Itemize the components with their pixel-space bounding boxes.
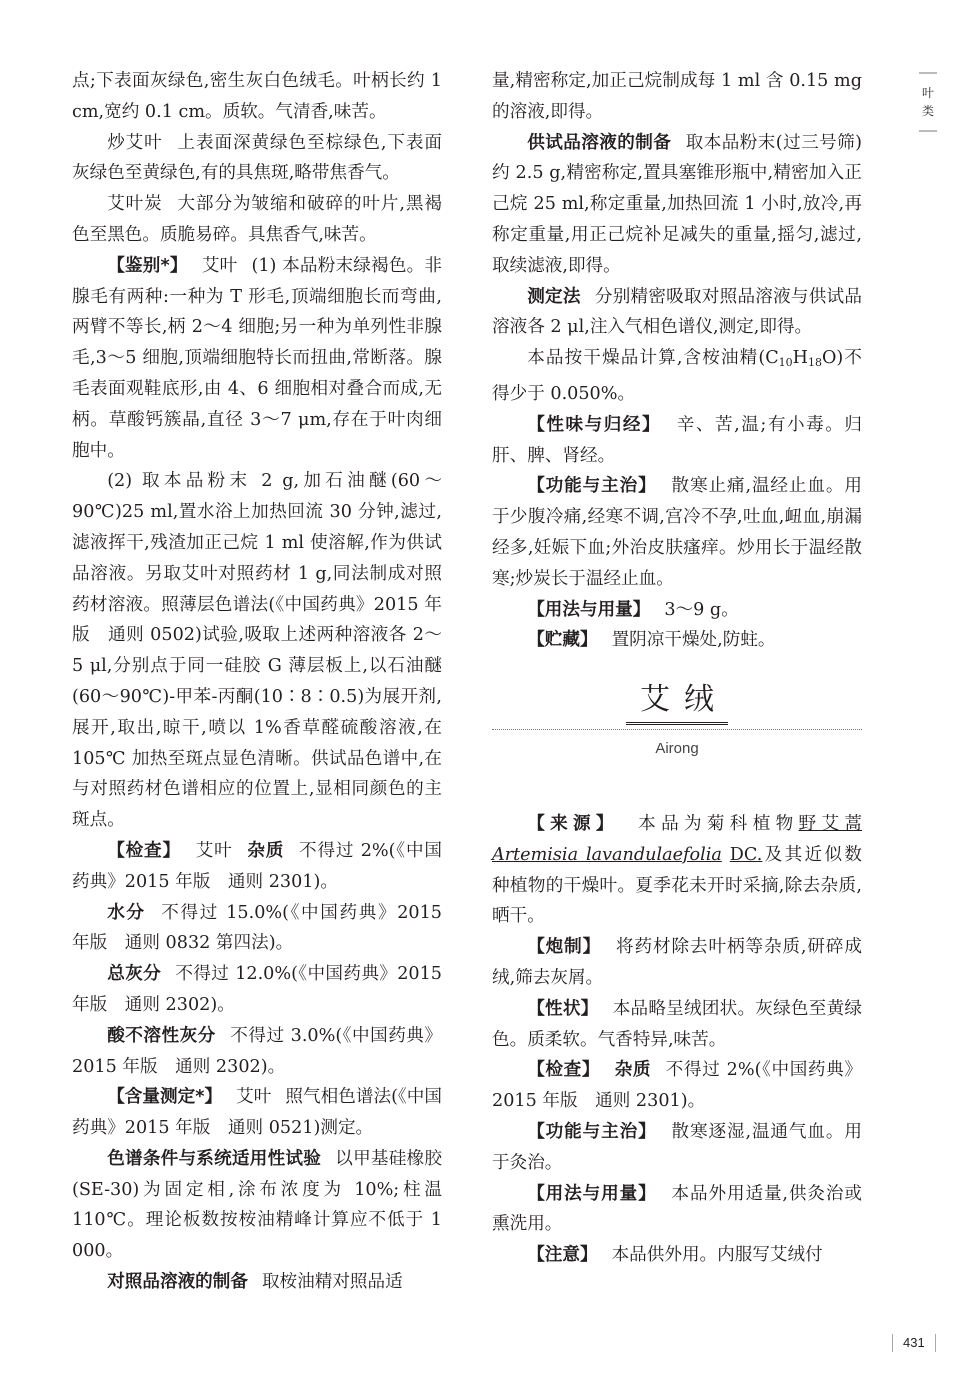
text: 及其近似数种植物的干燥叶。夏季花未开时采摘,除去杂质,晒干。 bbox=[492, 844, 862, 927]
text: 置阴凉干燥处,防蛀。 bbox=[611, 630, 776, 651]
paragraph bbox=[492, 410, 862, 472]
author-abbrev: DC. bbox=[729, 844, 763, 865]
text: 上表面深黄绿色至棕绿色,下表面灰绿色至黄绿色,有的具焦斑,略带焦香气。 bbox=[72, 132, 442, 184]
page-number: 431 bbox=[892, 1334, 936, 1352]
text: 取桉油精对照品适 bbox=[261, 1272, 403, 1293]
subheading: 供试品溶液的制备 bbox=[527, 132, 672, 153]
text: 不得过 2%(《中国药典》2015 年版 通则 2301)。 bbox=[72, 840, 442, 892]
monograph-title-block bbox=[492, 680, 862, 725]
section-tab bbox=[916, 72, 940, 132]
section-heading: 【注意】 bbox=[527, 1245, 598, 1266]
subheading: 水分 bbox=[107, 902, 146, 923]
text: 3～9 g。 bbox=[664, 599, 739, 620]
monograph-pinyin: Airong bbox=[655, 740, 699, 758]
section-heading: 【检查】 bbox=[527, 1060, 601, 1081]
text: 本品略呈绒团状。灰绿色至黄绿色。质柔软。气香特异,味苦。 bbox=[492, 998, 862, 1050]
paragraph bbox=[72, 189, 442, 251]
section-heading: 【鉴别*】 bbox=[107, 255, 188, 276]
section-heading: 【来源】 bbox=[527, 813, 619, 834]
paragraph bbox=[492, 471, 862, 594]
subheading: 对照品溶液的制备 bbox=[107, 1272, 248, 1293]
text: 不得过 12.0%(《中国药典》2015 年版 通则 2302)。 bbox=[72, 964, 442, 1015]
paragraph bbox=[492, 595, 862, 626]
paragraph bbox=[72, 1021, 442, 1083]
paragraph bbox=[72, 128, 442, 190]
paragraph bbox=[492, 1240, 862, 1271]
section-heading: 【功能与主治】 bbox=[527, 476, 657, 497]
paragraph bbox=[72, 836, 442, 898]
text: 分别精密吸取对照品溶液与供试品溶液各 2 μl,注入气相色谱仪,测定,即得。 bbox=[492, 286, 862, 338]
text: (2) 取本品粉末 2 g,加石油醚(60～90℃)25 ml,置水浴上加热回流 30 分钟,滤过,滤液挥干,残渣加正己烷 1 ml 使溶解,作为供试品溶液。另取艾叶对照药材 1 g,同法制成对照药材溶液。照薄层色谱法(《中国药典》2015 年版 通则 0502)试验,吸取上述两种溶液各 2～5 μl,分别点于同一硅胶 G 薄层板上,以石油醚(60～90℃)-甲苯-丙酮(10∶8∶0.5)为展开剂,展开,取出,晾干,喷以 1%香草醛硫酸溶液,在 105℃ 加热至斑点显色清晰。供试品色谱中,在与对照药材色谱相应的位置上,显相同颜色的主斑点。 bbox=[72, 471, 442, 831]
latin-name: Artemisia lavandulaefolia bbox=[492, 844, 722, 865]
subheading: 杂质 bbox=[614, 1060, 652, 1081]
text: 本品供外用。内服写艾绒付 bbox=[611, 1245, 823, 1266]
paragraph bbox=[492, 128, 862, 282]
right-column bbox=[492, 66, 862, 1271]
paragraph bbox=[72, 1144, 442, 1267]
text: 散寒止痛,温经止血。用于少腹冷痛,经寒不调,宫冷不孕,吐血,衄血,崩漏经多,妊娠下血;外治皮肤瘙痒。炒用长于温经散寒;炒炭长于温经止血。 bbox=[492, 476, 862, 589]
section-heading: 【性状】 bbox=[527, 998, 599, 1019]
paragraph bbox=[72, 466, 442, 836]
section-heading: 【性味与归经】 bbox=[527, 414, 662, 435]
tab-rule-bottom bbox=[919, 130, 937, 132]
section-heading: 【用法与用量】 bbox=[527, 599, 651, 620]
text: 不得过 15.0%(《中国药典》2015 年版 通则 0832 第四法)。 bbox=[72, 902, 442, 954]
paragraph bbox=[492, 66, 862, 128]
section-heading: 【检查】 bbox=[107, 840, 181, 861]
text: 点;下表面灰绿色,密生灰白色绒毛。叶柄长约 1 cm,宽约 0.1 cm。质软。气清香,味苦。 bbox=[72, 71, 442, 122]
paragraph bbox=[72, 251, 442, 467]
paragraph bbox=[72, 1267, 442, 1298]
subheading: 杂质 bbox=[246, 840, 285, 861]
paragraph bbox=[492, 1055, 862, 1117]
text: 本品按干燥品计算,含桉油精(C bbox=[527, 348, 779, 369]
title-divider bbox=[492, 729, 862, 730]
subheading: 艾叶 bbox=[201, 255, 238, 276]
subheading: 色谱条件与系统适用性试验 bbox=[107, 1148, 322, 1169]
section-heading: 【炮制】 bbox=[527, 937, 602, 958]
paragraph bbox=[492, 282, 862, 344]
text: 取本品粉末(过三号筛)约 2.5 g,精密称定,置具塞锥形瓶中,精密加入正己烷 25 ml,称定重量,加热回流 1 小时,放冷,再称定重量,用正己烷补足减失的重量,摇匀,滤过,取续滤液,即得。 bbox=[492, 132, 862, 276]
section-heading: 【贮藏】 bbox=[527, 630, 598, 651]
monograph-title: 艾绒 bbox=[626, 680, 728, 725]
text: (1) 本品粉末绿褐色。非腺毛有两种:一种为 T 形毛,顶端细胞长而弯曲,两臂不等长,柄 2～4 细胞;另一种为单列性非腺毛,3～5 细胞,顶端细胞特长而扭曲,常断落。腺毛表面观鞋底形,由 4、6 细胞相对叠合而成,无柄。草酸钙簇晶,直径 3～7 μm,存在于叶肉细胞中。 bbox=[72, 255, 442, 461]
paragraph bbox=[72, 66, 442, 128]
subheading: 总灰分 bbox=[107, 964, 162, 985]
paragraph bbox=[492, 1117, 862, 1179]
text: O)不得少于 0.050%。 bbox=[492, 348, 862, 404]
subheading: 酸不溶性灰分 bbox=[107, 1025, 216, 1046]
text: 本品外用适量,供灸治或熏洗用。 bbox=[492, 1183, 862, 1235]
text: H bbox=[792, 348, 808, 369]
paragraph bbox=[492, 343, 862, 410]
section-heading: 【功能与主治】 bbox=[527, 1121, 657, 1142]
left-column bbox=[72, 66, 442, 1298]
paragraph bbox=[72, 898, 442, 960]
subheading: 炒艾叶 bbox=[107, 132, 163, 153]
paragraph bbox=[72, 1082, 442, 1144]
text: 辛、苦,温;有小毒。归肝、脾、肾经。 bbox=[492, 414, 862, 466]
text: 本品为菊科植物 bbox=[632, 813, 799, 834]
subheading: 艾叶 bbox=[236, 1087, 272, 1108]
tab-rule-top bbox=[919, 72, 937, 74]
paragraph bbox=[492, 809, 862, 932]
text: 以甲基硅橡胶(SE-30)为固定相,涂布浓度为 10%;柱温 110℃。理论板数按桉油精峰计算应不低于 1 000。 bbox=[72, 1148, 442, 1262]
section-heading: 【含量测定*】 bbox=[107, 1087, 223, 1108]
text: 散寒逐湿,温通气血。用于灸治。 bbox=[492, 1121, 862, 1173]
paragraph bbox=[492, 932, 862, 994]
text: 量,精密称定,加正己烷制成每 1 ml 含 0.15 mg 的溶液,即得。 bbox=[492, 71, 862, 122]
paragraph bbox=[492, 1179, 862, 1241]
text: 照气相色谱法(《中国药典》2015 年版 通则 0521)测定。 bbox=[72, 1087, 442, 1139]
section-heading: 【用法与用量】 bbox=[527, 1183, 657, 1204]
paragraph bbox=[72, 959, 442, 1021]
text: 大部分为皱缩和破碎的叶片,黑褐色至黑色。质脆易碎。具焦香气,味苦。 bbox=[72, 194, 442, 245]
paragraph bbox=[492, 625, 862, 656]
subheading: 测定法 bbox=[527, 286, 581, 307]
paragraph bbox=[492, 994, 862, 1056]
text: 不得过 2%(《中国药典》2015 年版 通则 2301)。 bbox=[492, 1060, 862, 1112]
subheading: 艾叶 bbox=[194, 840, 233, 861]
subscript: 18 bbox=[808, 356, 822, 370]
tab-char-2: 类 bbox=[921, 104, 934, 118]
subscript: 10 bbox=[778, 356, 793, 370]
subheading: 艾叶炭 bbox=[107, 194, 163, 215]
plant-name: 野艾蒿 bbox=[798, 813, 862, 834]
text: 不得过 3.0%(《中国药典》2015 年版 通则 2302)。 bbox=[72, 1025, 442, 1077]
tab-char-1: 叶 bbox=[921, 86, 934, 100]
text: 将药材除去叶柄等杂质,研碎成绒,筛去灰屑。 bbox=[492, 937, 862, 988]
